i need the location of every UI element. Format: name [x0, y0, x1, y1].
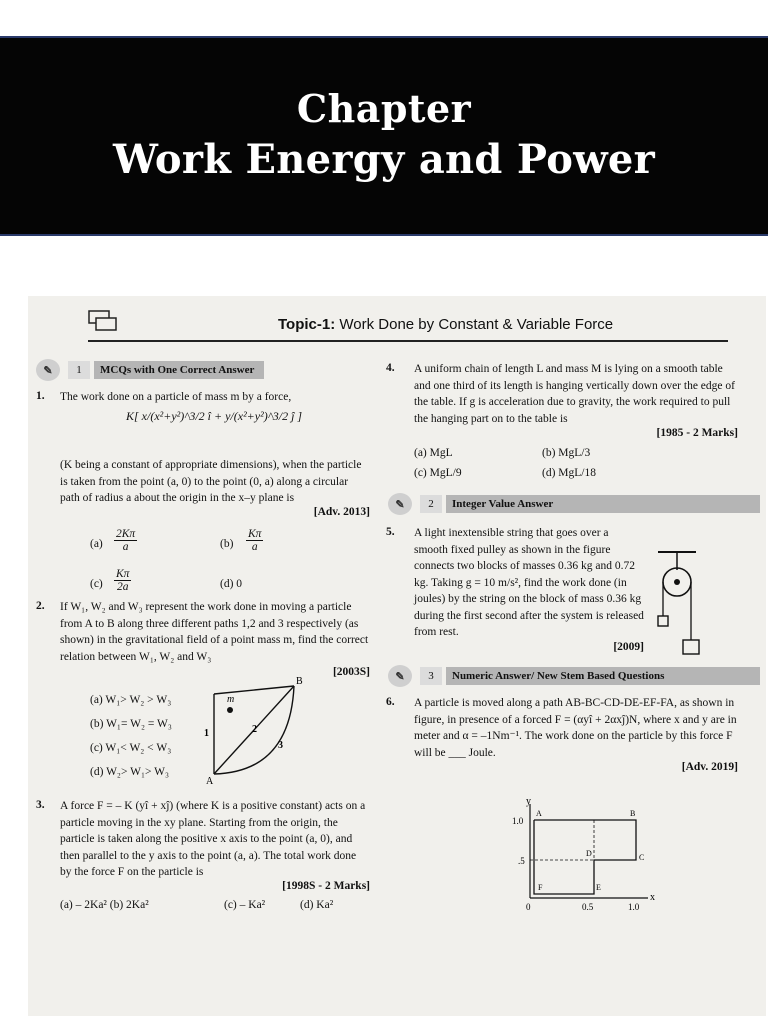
topic-header [88, 306, 728, 342]
x-tick-10: 1.0 [628, 902, 640, 912]
q1-opt-b: $\frac{K\pi}{a}$ [248, 528, 262, 553]
q3-opt-ab: (a) – 2Ka² (b) 2Ka² [60, 899, 149, 911]
q4-ref: [1985 - 2 Marks] [656, 427, 738, 439]
x-axis-label: x [650, 892, 655, 903]
q2-path-figure [194, 676, 314, 786]
q3-number: 3. [36, 799, 45, 811]
banner-line-1: Chapter [296, 86, 472, 131]
section-icon: ✎ [388, 493, 412, 515]
section-label: Numeric Answer/ New Stem Based Questions [446, 667, 760, 685]
section-1-header [36, 360, 264, 380]
chapter-banner [0, 36, 768, 236]
q1-body: (K being a constant of appropriate dimensions), when the particle is taken from the point (a, 0) to the point (0, a) along a circular path of radius a about the origin in the x–y plane is [60, 459, 362, 504]
path-3-label: 3 [278, 740, 283, 751]
q2-opt-d: (d) W₂> W₁> W₃ [90, 766, 169, 778]
q1-number: 1. [36, 390, 45, 402]
q1-intro: The work done on a particle of mass m by a force, [60, 391, 292, 403]
q6-number: 6. [386, 696, 395, 708]
banner-line-2: Work Energy and Power [112, 136, 656, 183]
point-d: D [586, 849, 592, 858]
point-b: B [630, 809, 636, 818]
q1-ref: [Adv. 2013] [313, 506, 370, 518]
section-icon: ✎ [388, 665, 412, 687]
section-3-header [388, 666, 760, 686]
q3-ref: [1998S - 2 Marks] [282, 880, 370, 892]
q1-opt-a-label: (a) [90, 538, 103, 550]
pulley-axle [674, 579, 680, 585]
y-tick-10: 1.0 [512, 816, 524, 826]
q1-opt-a: $\frac{2K\pi}{a}$ [116, 528, 136, 553]
q4-body: A uniform chain of length L and mass M is lying on a smooth table and one third of its length is hanging vertically down over the edge of the table. If g is acceleration due to gravity, the work required to pull the hanging part on to the table is [414, 363, 735, 425]
q4-opt-d: (d) MgL/18 [542, 467, 596, 479]
section-label: MCQs with One Correct Answer [94, 361, 264, 379]
q3-body: A force F = – K (yî + xĵ) (where K is a positive constant) acts on a particle moving in the xy plane. Starting from the origin, the particle is taken along the positive x axis to the point (a, 0), and then parallel to the y axis to the point (a, a). The total work done by the force F on the particle is [60, 800, 366, 878]
section-2-header [388, 494, 760, 514]
q6-body: A particle is moved along a path AB-BC-CD-DE-EF-FA, as shown in figure, in presence of a forced F = (αyî + 2αxĵ)N, where x and y are in meter and α = –1Nm⁻¹. The work done on the particle by this force F will be ___ Joule. [414, 697, 737, 759]
path-1-top [214, 686, 294, 694]
q2-opt-a: (a) W₁> W₂ > W₃ [90, 694, 172, 706]
x-tick-05: 0.5 [582, 902, 594, 912]
q4-opt-b: (b) MgL/3 [542, 447, 591, 459]
point-f: F [538, 883, 543, 892]
point-e: E [596, 883, 601, 892]
block-large [683, 640, 699, 654]
point-a: A [536, 809, 542, 818]
y-tick-05: .5 [518, 856, 525, 866]
q4-opt-a: (a) MgL [414, 447, 453, 459]
section-number: 1 [68, 361, 90, 379]
point-b-label: B [296, 676, 303, 687]
q4-number: 4. [386, 362, 395, 374]
point-c: C [639, 853, 645, 862]
block-small [658, 616, 668, 626]
q2-opt-b: (b) W₁= W₂ = W₃ [90, 718, 172, 730]
q5-pulley-figure [638, 546, 708, 658]
q3-opt-c: (c) – Ka² [224, 899, 266, 911]
point-mass [227, 707, 233, 713]
q5-number: 5. [386, 526, 395, 538]
q6-ref: [Adv. 2019] [681, 761, 738, 773]
q1-opt-c-label: (c) [90, 578, 103, 590]
q2-opt-c: (c) W₁< W₂ < W₃ [90, 742, 172, 754]
q2-number: 2. [36, 600, 45, 612]
point-a-label: A [206, 776, 214, 786]
section-label: Integer Value Answer [446, 495, 760, 513]
mass-label: m [227, 694, 235, 705]
q1-opt-d: (d) 0 [220, 578, 243, 590]
q3-opt-d: (d) Ka² [300, 899, 334, 911]
q1-opt-b-label: (b) [220, 538, 234, 550]
q2-ref: [2003S] [332, 666, 370, 678]
q2-body: If W₁, W₂ and W₃ represent the work done in moving a particle from A to B along three different paths 1,2 and 3 respectively (as shown) in the gravitational field of a point mass m, find the correct relation between W₁, W₂ and W₃ [60, 601, 369, 663]
topic-prefix: Topic-1: [278, 316, 336, 333]
section-number: 2 [420, 495, 442, 513]
q6-path-graph [498, 798, 678, 914]
path-2-label: 2 [252, 724, 257, 735]
path-abcdefa [534, 820, 636, 894]
q1-formula: K[ x/(x²+y²)^3/2 î + y/(x²+y²)^3/2 ĵ ] [126, 409, 303, 423]
x-tick-0: 0 [526, 902, 531, 912]
section-number: 3 [420, 667, 442, 685]
section-icon: ✎ [36, 359, 60, 381]
q1-opt-c: $\frac{K\pi}{2a}$ [116, 568, 130, 593]
y-axis-label: y [526, 798, 531, 807]
path-1-label: 1 [204, 728, 209, 739]
q4-opt-c: (c) MgL/9 [414, 467, 462, 479]
q5-ref: [2009] [613, 641, 644, 653]
topic-title: Work Done by Constant & Variable Force [339, 316, 614, 333]
scanned-page [28, 296, 766, 1016]
topic-icon [88, 310, 118, 332]
q5-body: A light inextensible string that goes over a smooth fixed pulley as shown in the figure connects two blocks of masses 0.36 kg and 0.72 kg. Taking g = 10 m/s², find the work done (in joules) by the string on the block of mass 0.36 kg during the first second after the system is released from rest. [414, 527, 644, 638]
